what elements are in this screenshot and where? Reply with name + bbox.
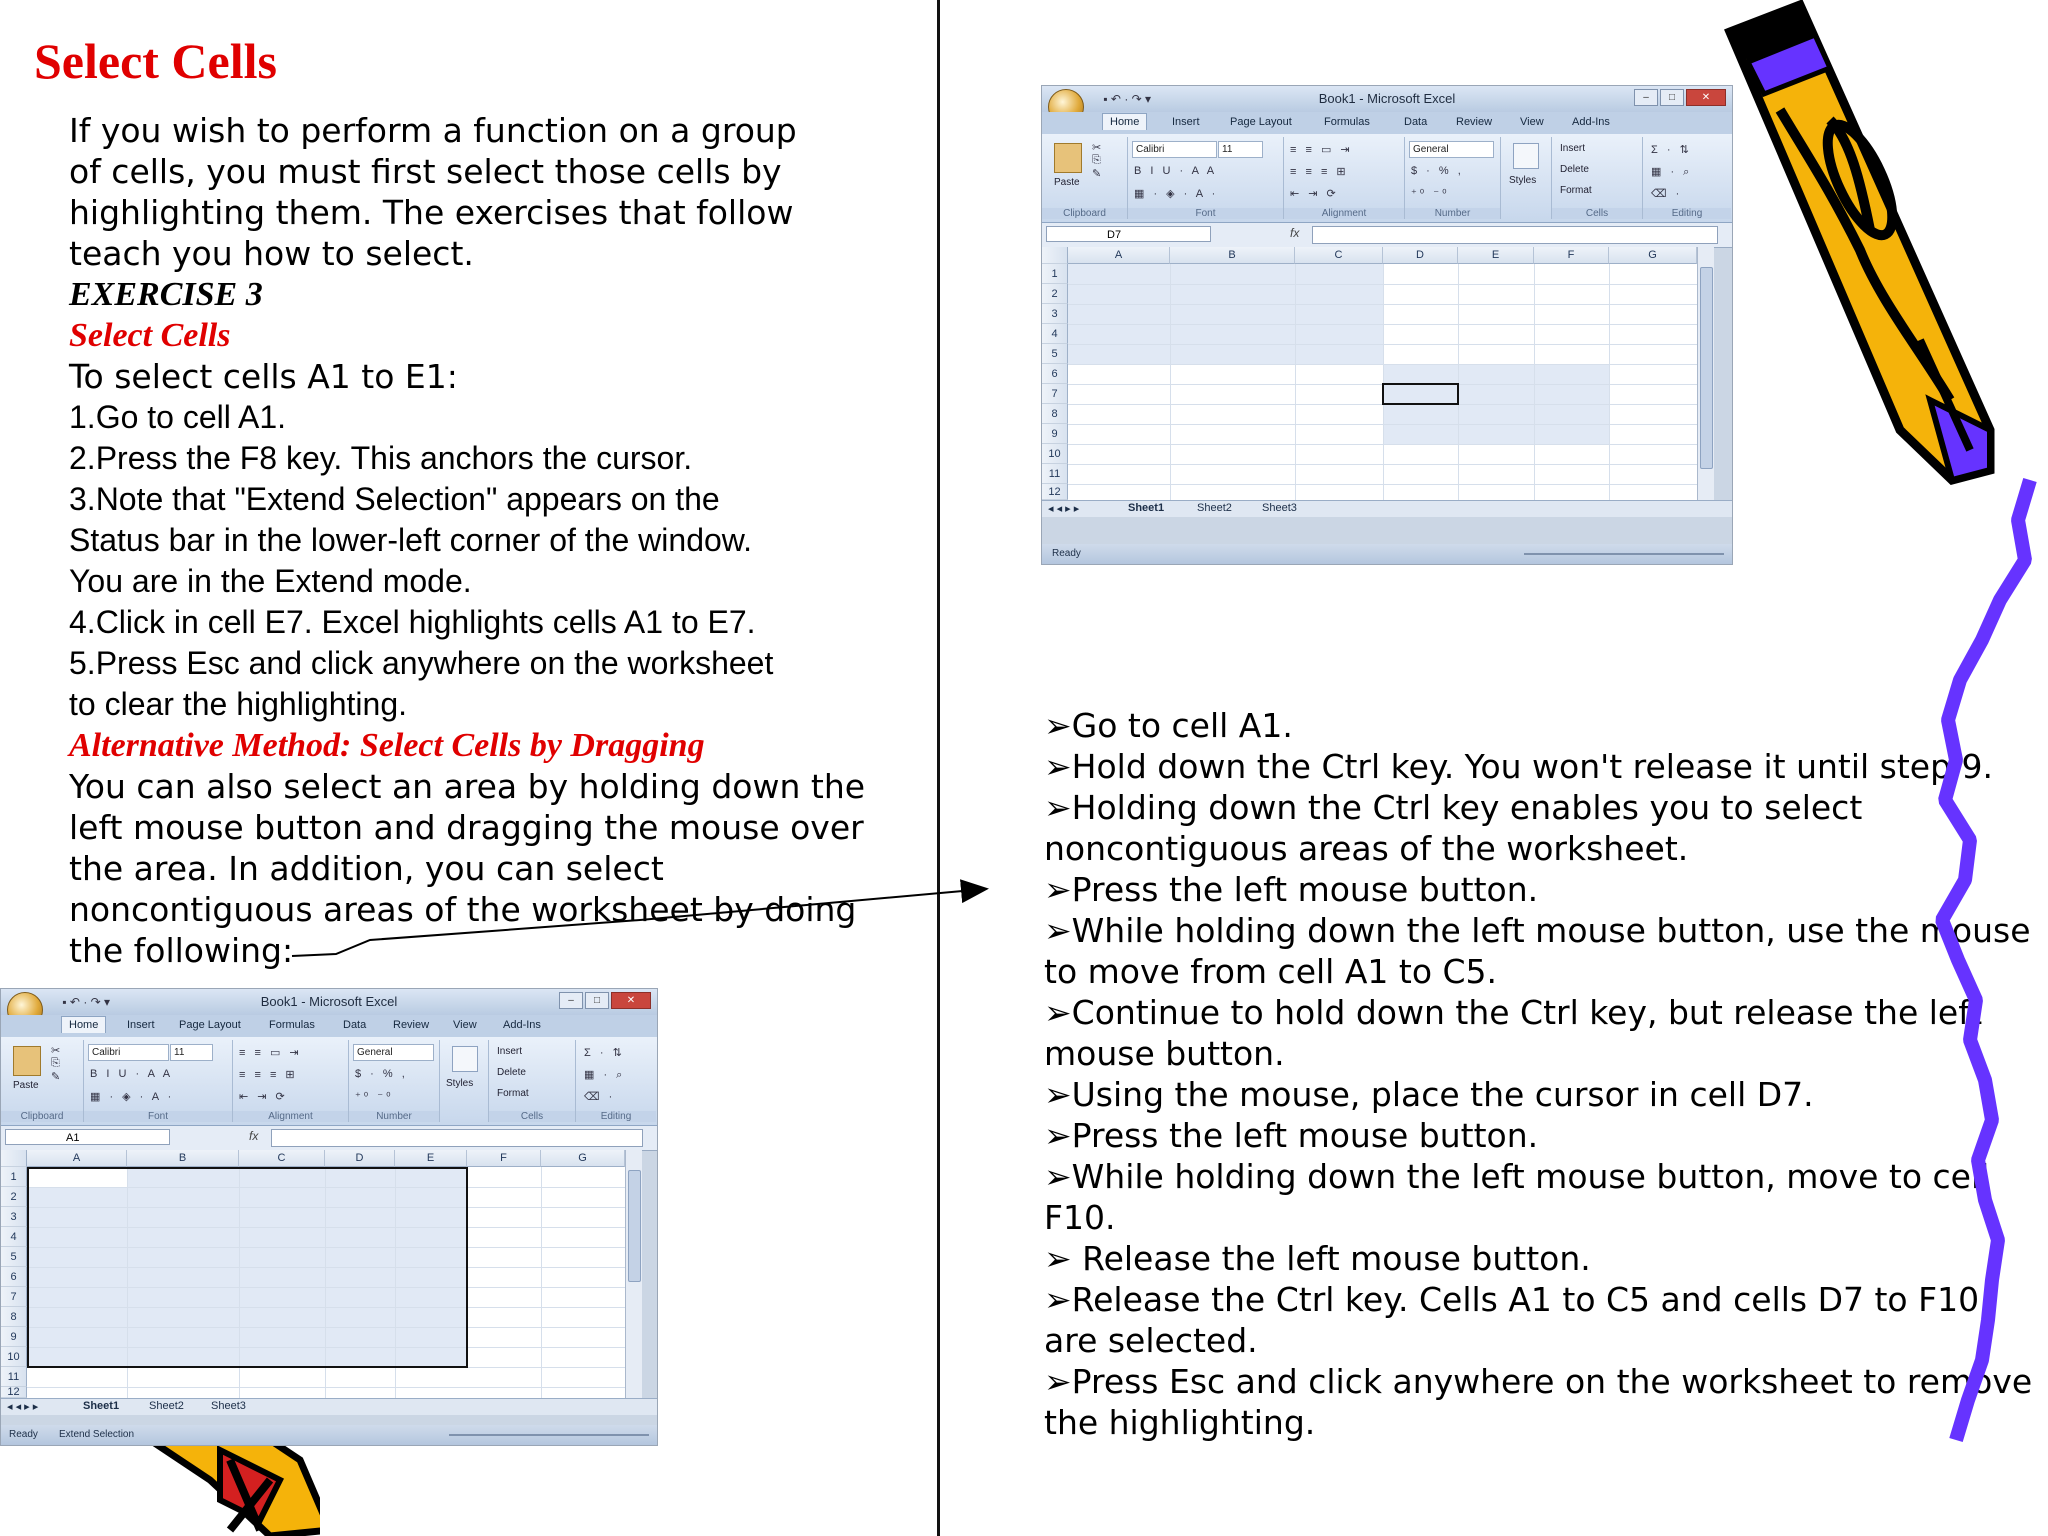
- step-line: Status bar in the lower-left corner of the window.: [69, 522, 753, 558]
- group-font: [1128, 137, 1284, 219]
- column-header[interactable]: B: [1170, 247, 1295, 264]
- minimize-button[interactable]: –: [1634, 89, 1658, 106]
- column-header[interactable]: F: [1534, 247, 1609, 264]
- window-controls: [1634, 89, 1726, 106]
- gridline: [541, 1167, 542, 1398]
- intro-line: If you wish to perform a function on a group: [69, 111, 797, 150]
- row-header[interactable]: 3: [1042, 304, 1068, 324]
- alt-text-line: the area. In addition, you can select: [69, 849, 664, 888]
- step-line: 3.Note that "Extend Selection" appears on the: [69, 481, 720, 517]
- select-all-corner[interactable]: [1, 1150, 27, 1167]
- gridline: [1068, 484, 1697, 485]
- tab-data[interactable]: Data: [1404, 116, 1428, 128]
- row-header[interactable]: 8: [1, 1307, 27, 1327]
- sheet-nav-icons[interactable]: ◂ ◂ ▸ ▸: [7, 1401, 39, 1413]
- row-header[interactable]: 9: [1042, 424, 1068, 444]
- paste-label[interactable]: Paste: [13, 1080, 39, 1091]
- row-header[interactable]: 10: [1, 1347, 27, 1367]
- group-label: Clipboard: [1042, 208, 1127, 219]
- tab-view[interactable]: View: [1520, 116, 1544, 128]
- group-label: Clipboard: [1, 1111, 83, 1122]
- right-step-line: ➢While holding down the left mouse button, move to cell: [1044, 1157, 1990, 1196]
- step-line: to clear the highlighting.: [69, 686, 407, 722]
- page-title: Select Cells: [34, 33, 277, 89]
- selection-border: [27, 1167, 468, 1368]
- column-header[interactable]: G: [541, 1150, 625, 1167]
- right-step-line: ➢Go to cell A1.: [1044, 706, 1293, 745]
- alt-text-line: left mouse button and dragging the mouse over: [69, 808, 864, 847]
- step-line: 2.Press the F8 key. This anchors the cursor.: [69, 440, 693, 476]
- insert-cells-button[interactable]: Insert: [1560, 143, 1586, 154]
- right-step-line: ➢Press the left mouse button.: [1044, 1116, 1539, 1155]
- row-header[interactable]: 12: [1, 1387, 27, 1398]
- tab-page-layout[interactable]: Page Layout: [179, 1019, 241, 1031]
- tab-review[interactable]: Review: [393, 1019, 430, 1031]
- clear-icon[interactable]: ⌫ ·: [584, 1091, 616, 1103]
- gridline: [1068, 324, 1697, 325]
- row-header[interactable]: 3: [1, 1207, 27, 1227]
- fx-icon[interactable]: fx: [1290, 226, 1300, 240]
- styles-icon[interactable]: [452, 1046, 478, 1072]
- row-header[interactable]: 2: [1042, 284, 1068, 304]
- row-header[interactable]: 1: [1, 1167, 27, 1187]
- ribbon: [1042, 134, 1732, 223]
- formula-bar: [1, 1126, 657, 1151]
- styles-label[interactable]: Styles: [1509, 175, 1537, 186]
- tab-review[interactable]: Review: [1456, 116, 1493, 128]
- exercise-title: Select Cells: [69, 317, 231, 354]
- excel-screenshot-bottom: [0, 988, 658, 1446]
- formula-bar: [1042, 223, 1732, 248]
- group-editing: [576, 1040, 656, 1122]
- alignment-icons[interactable]: ≡ ≡ ≡ ⊞: [1290, 166, 1349, 178]
- row-header[interactable]: 4: [1042, 324, 1068, 344]
- font-style-icons[interactable]: B I U · A A: [1134, 165, 1218, 177]
- excel-screenshot-top: [1041, 85, 1733, 565]
- gridline: [1068, 284, 1697, 285]
- select-all-corner[interactable]: [1042, 247, 1068, 264]
- active-cell[interactable]: [1382, 383, 1459, 405]
- step-line: 4.Click in cell E7. Excel highlights cells A1 to E7.: [69, 604, 756, 640]
- editing-icons[interactable]: Σ · ⇅: [1651, 144, 1692, 156]
- quick-access-toolbar[interactable]: ▪ ↶ · ↷ ▾: [49, 995, 111, 1009]
- step-line: 5.Press Esc and click anywhere on the worksheet: [69, 645, 774, 681]
- tab-insert[interactable]: Insert: [127, 1019, 155, 1031]
- gridline: [1068, 344, 1697, 345]
- column-header[interactable]: C: [1295, 247, 1383, 264]
- worksheet-grid[interactable]: [1, 1150, 641, 1398]
- group-styles: [1501, 137, 1552, 219]
- column-header[interactable]: E: [395, 1150, 467, 1167]
- row-header[interactable]: 5: [1, 1247, 27, 1267]
- tab-add-ins[interactable]: Add-Ins: [1572, 116, 1610, 128]
- number-format-box[interactable]: General: [1409, 141, 1494, 158]
- quick-access-toolbar[interactable]: ▪ ↶ · ↷ ▾: [1090, 92, 1152, 106]
- right-step-line: F10.: [1044, 1198, 1116, 1237]
- font-color-icons[interactable]: ▦ · ◈ · A ·: [90, 1091, 175, 1103]
- right-step-line: ➢Holding down the Ctrl key enables you to select: [1044, 788, 1863, 827]
- alt-method-title: Alternative Method: Select Cells by Dragging: [69, 727, 705, 764]
- sheet-tab[interactable]: Sheet1: [1128, 502, 1165, 514]
- editing-icons[interactable]: ▦ · ⌕: [1651, 166, 1693, 178]
- tab-home[interactable]: Home: [61, 1016, 106, 1033]
- group-label: Number: [1405, 208, 1500, 219]
- group-cells: [489, 1040, 576, 1122]
- right-step-line: ➢While holding down the left mouse button, use the mouse: [1044, 911, 2031, 950]
- row-header[interactable]: 12: [1042, 484, 1068, 500]
- alignment-icons[interactable]: ≡ ≡ ▭ ⇥: [1290, 144, 1353, 156]
- alt-text-line: the following:: [69, 931, 294, 970]
- name-box[interactable]: A1: [5, 1129, 170, 1145]
- paste-icon[interactable]: [1054, 143, 1082, 173]
- pencil-clipart: [1720, 0, 2048, 1450]
- row-header[interactable]: 8: [1042, 404, 1068, 424]
- sheet-tabs: [1042, 500, 1732, 517]
- ribbon: [1, 1037, 657, 1126]
- clipboard-icons[interactable]: ✂ ⎘ ✎: [1092, 142, 1105, 180]
- right-step-line: noncontiguous areas of the worksheet.: [1044, 829, 1689, 868]
- insert-cells-button[interactable]: Insert: [497, 1046, 523, 1057]
- right-step-line: ➢Press Esc and click anywhere on the worksheet to remove: [1044, 1362, 2033, 1401]
- window-title: Book1 - Microsoft Excel: [1318, 91, 1456, 106]
- group-editing: [1643, 137, 1731, 219]
- indent-icons[interactable]: ⇤ ⇥ ⟳: [239, 1091, 288, 1103]
- minimize-button[interactable]: –: [559, 992, 583, 1009]
- status-ready: Ready: [1052, 548, 1081, 559]
- delete-cells-button[interactable]: Delete: [1560, 164, 1589, 175]
- group-clipboard: [1, 1040, 84, 1122]
- right-step-line: ➢Hold down the Ctrl key. You won't release it until step 9.: [1044, 747, 1994, 786]
- exercise-label: EXERCISE 3: [69, 276, 263, 313]
- sheet-tab[interactable]: Sheet2: [149, 1400, 184, 1412]
- column-header[interactable]: B: [127, 1150, 239, 1167]
- font-color-icons[interactable]: ▦ · ◈ · A ·: [1134, 188, 1219, 200]
- font-size-box[interactable]: 11: [170, 1044, 213, 1061]
- alt-text-line: noncontiguous areas of the worksheet by doing: [69, 890, 857, 929]
- alignment-icons[interactable]: ≡ ≡ ≡ ⊞: [239, 1069, 298, 1081]
- ribbon-tabs: [1042, 112, 1732, 134]
- decimal-icons[interactable]: ⁺⁰ ⁻⁰: [355, 1091, 394, 1103]
- close-button[interactable]: ✕: [1686, 89, 1726, 106]
- row-header[interactable]: 11: [1042, 464, 1068, 484]
- sheet-tab[interactable]: Sheet3: [1262, 502, 1297, 514]
- right-step-line: ➢Release the Ctrl key. Cells A1 to C5 and cells D7 to F10: [1044, 1280, 1980, 1319]
- close-button[interactable]: ✕: [611, 992, 651, 1009]
- right-step-line: mouse button.: [1044, 1034, 1285, 1073]
- intro-line: of cells, you must first select those cells by: [69, 152, 782, 191]
- group-label: Editing: [1643, 208, 1731, 219]
- formula-input[interactable]: [271, 1129, 643, 1147]
- font-style-icons[interactable]: B I U · A A: [90, 1068, 174, 1080]
- indent-icons[interactable]: ⇤ ⇥ ⟳: [1290, 188, 1339, 200]
- row-header[interactable]: 7: [1042, 384, 1068, 404]
- tab-data[interactable]: Data: [343, 1019, 367, 1031]
- sheet-nav-icons[interactable]: ◂ ◂ ▸ ▸: [1048, 503, 1080, 515]
- alignment-icons[interactable]: ≡ ≡ ▭ ⇥: [239, 1047, 302, 1059]
- row-header[interactable]: 9: [1, 1327, 27, 1347]
- step-line: 1.Go to cell A1.: [69, 399, 287, 435]
- number-format-box[interactable]: General: [353, 1044, 434, 1061]
- tab-view[interactable]: View: [453, 1019, 477, 1031]
- column-header[interactable]: G: [1609, 247, 1697, 264]
- gridline: [1068, 304, 1697, 305]
- group-label: Editing: [576, 1111, 656, 1122]
- column-header[interactable]: D: [1383, 247, 1458, 264]
- group-font: [84, 1040, 233, 1122]
- group-alignment: [233, 1040, 349, 1122]
- status-extend-selection: Extend Selection: [59, 1429, 135, 1440]
- tab-home[interactable]: Home: [1102, 113, 1147, 130]
- tab-formulas[interactable]: Formulas: [1324, 116, 1370, 128]
- group-cells: [1552, 137, 1643, 219]
- tab-formulas[interactable]: Formulas: [269, 1019, 315, 1031]
- gridline: [1068, 444, 1697, 445]
- fx-icon[interactable]: fx: [249, 1129, 259, 1143]
- right-step-line: ➢Press the left mouse button.: [1044, 870, 1539, 909]
- row-header[interactable]: 6: [1, 1267, 27, 1287]
- font-size-box[interactable]: 11: [1218, 141, 1263, 158]
- name-box[interactable]: D7: [1046, 226, 1211, 242]
- gridline: [1068, 424, 1697, 425]
- intro-line: teach you how to select.: [69, 234, 474, 273]
- column-header[interactable]: A: [27, 1150, 127, 1167]
- column-header[interactable]: A: [1068, 247, 1170, 264]
- group-clipboard: [1042, 137, 1128, 219]
- tab-add-ins[interactable]: Add-Ins: [503, 1019, 541, 1031]
- exercise-intro: To select cells A1 to E1:: [69, 357, 458, 396]
- maximize-button[interactable]: □: [1660, 89, 1684, 106]
- styles-label[interactable]: Styles: [446, 1078, 474, 1089]
- group-label: Alignment: [1284, 208, 1404, 219]
- group-number: [1405, 137, 1501, 219]
- row-header[interactable]: 4: [1, 1227, 27, 1247]
- right-step-line: ➢Using the mouse, place the cursor in cell D7.: [1044, 1075, 1814, 1114]
- gridline: [27, 1387, 625, 1388]
- number-icons[interactable]: $ · % ,: [355, 1068, 408, 1080]
- format-cells-button[interactable]: Format: [1560, 185, 1592, 196]
- row-header[interactable]: 6: [1042, 364, 1068, 384]
- row-header[interactable]: 1: [1042, 264, 1068, 284]
- editing-icons[interactable]: Σ · ⇅: [584, 1047, 625, 1059]
- gridline: [1068, 464, 1697, 465]
- group-label: Alignment: [233, 1111, 348, 1122]
- group-label: Font: [1128, 208, 1283, 219]
- row-header[interactable]: 10: [1042, 444, 1068, 464]
- delete-cells-button[interactable]: Delete: [497, 1067, 526, 1078]
- status-bar: [1, 1425, 657, 1445]
- group-label: Number: [349, 1111, 439, 1122]
- paste-icon[interactable]: [13, 1046, 41, 1076]
- font-name-box[interactable]: Calibri: [1132, 141, 1217, 158]
- worksheet-grid[interactable]: [1042, 247, 1714, 500]
- row-header[interactable]: 7: [1, 1287, 27, 1307]
- group-number: [349, 1040, 440, 1122]
- sheet-tab[interactable]: Sheet2: [1197, 502, 1232, 514]
- number-icons[interactable]: $ · % ,: [1411, 165, 1464, 177]
- clear-icon[interactable]: ⌫ ·: [1651, 188, 1683, 200]
- status-ready: Ready: [9, 1429, 38, 1440]
- right-step-line: ➢ Release the left mouse button.: [1044, 1239, 1591, 1278]
- right-step-line: the highlighting.: [1044, 1403, 1316, 1442]
- formula-input[interactable]: [1312, 226, 1718, 244]
- column-header[interactable]: E: [1458, 247, 1534, 264]
- intro-line: highlighting them. The exercises that follow: [69, 193, 794, 232]
- clipboard-icons[interactable]: ✂ ⎘ ✎: [51, 1045, 64, 1083]
- selection-a1-c5: [1068, 264, 1383, 364]
- group-label: Font: [84, 1111, 232, 1122]
- maximize-button[interactable]: □: [585, 992, 609, 1009]
- tab-page-layout[interactable]: Page Layout: [1230, 116, 1292, 128]
- group-alignment: [1284, 137, 1405, 219]
- vertical-scrollbar[interactable]: [1697, 247, 1714, 500]
- alt-text-line: You can also select an area by holding down the: [69, 767, 866, 806]
- styles-icon[interactable]: [1513, 143, 1539, 169]
- window-controls: [559, 992, 651, 1009]
- row-header[interactable]: 5: [1042, 344, 1068, 364]
- group-label: Cells: [489, 1111, 575, 1122]
- scroll-thumb[interactable]: [628, 1170, 641, 1282]
- decimal-icons[interactable]: ⁺⁰ ⁻⁰: [1411, 188, 1450, 200]
- gridline: [1068, 364, 1697, 365]
- sheet-tab[interactable]: Sheet1: [83, 1400, 120, 1412]
- zoom-slider[interactable]: [1524, 553, 1724, 565]
- ribbon-tabs: [1, 1015, 657, 1037]
- scroll-thumb[interactable]: [1700, 267, 1713, 469]
- sheet-tabs: [1, 1398, 657, 1415]
- row-header[interactable]: 2: [1, 1187, 27, 1207]
- right-step-line: ➢Continue to hold down the Ctrl key, but release the left: [1044, 993, 1983, 1032]
- column-header[interactable]: C: [239, 1150, 325, 1167]
- status-bar: [1042, 544, 1732, 564]
- group-label: Cells: [1552, 208, 1642, 219]
- right-step-line: are selected.: [1044, 1321, 1258, 1360]
- row-header[interactable]: 11: [1, 1367, 27, 1387]
- column-header[interactable]: D: [325, 1150, 395, 1167]
- tab-insert[interactable]: Insert: [1172, 116, 1200, 128]
- right-step-line: to move from cell A1 to C5.: [1044, 952, 1498, 991]
- zoom-slider[interactable]: [449, 1434, 649, 1446]
- window-title: Book1 - Microsoft Excel: [260, 994, 398, 1009]
- group-styles: [440, 1040, 489, 1122]
- step-line: You are in the Extend mode.: [69, 563, 472, 599]
- sheet-tab[interactable]: Sheet3: [211, 1400, 246, 1412]
- column-header[interactable]: F: [467, 1150, 541, 1167]
- format-cells-button[interactable]: Format: [497, 1088, 529, 1099]
- editing-icons[interactable]: ▦ · ⌕: [584, 1069, 626, 1081]
- paste-label[interactable]: Paste: [1054, 177, 1080, 188]
- vertical-scrollbar[interactable]: [625, 1150, 642, 1398]
- font-name-box[interactable]: Calibri: [88, 1044, 169, 1061]
